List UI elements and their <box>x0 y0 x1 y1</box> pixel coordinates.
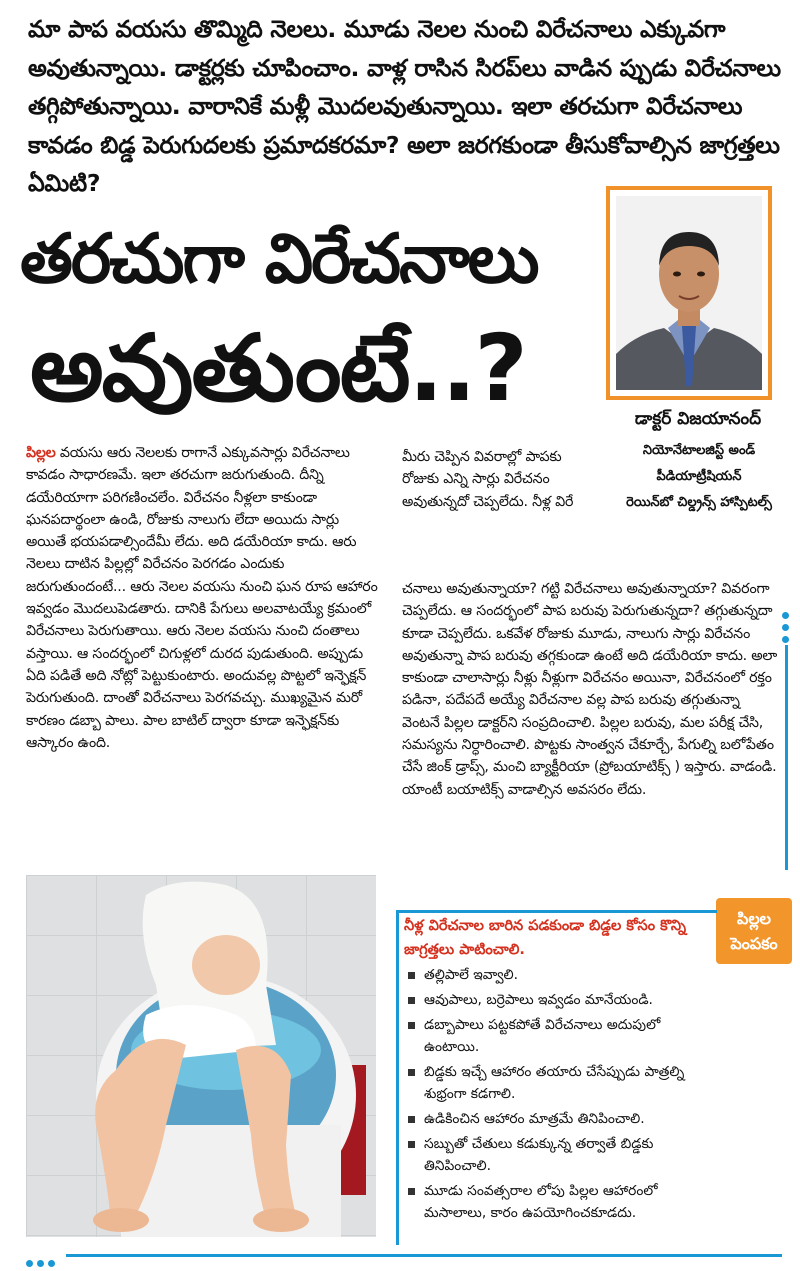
doctor-title-line-2: పీడియాట్రీషియన్‌ <box>656 469 742 484</box>
reader-question: మా పాప వయసు తొమ్మిది నెలలు. మూడు నెలల నుంచి విరేచనాలు ఎక్కువగా అవుతున్నాయి. డాక్టర్లకు చూపించాం. వాళ్ల రాసిన సిరప్‌లు వాడిన ప్పుడు విరేచనాలు తగ్గిపోతున్నాయి. వారానికే మళ్లీ మొదలవుతున్నాయి. ఇలా తరచుగా విరేచనాలు కావడం బిడ్డ పెరుగుదలకు ప్రమాదకరమా? అలా జరగకుండా తీసుకోవాల్సిన జాగ్రత్తలు ఏమిటి? <box>28 15 781 197</box>
tips-list <box>408 964 718 1227</box>
section-tag-line-1: పిల్లల <box>736 909 772 928</box>
section-tag <box>716 898 792 964</box>
doctor-designation <box>594 438 800 516</box>
section-tag-line-2: పెంపకం <box>730 934 778 953</box>
doctor-portrait <box>616 196 762 390</box>
child-on-potty-photo <box>26 875 376 1237</box>
tip-item: బిడ్డకు ఇచ్చే ఆహారం తయారు చేసేప్పుడు పాత్రల్ని శుభ్రంగా కడగాలి. <box>408 1061 718 1105</box>
headline-line-2: అవుతుంటే..? <box>30 315 526 422</box>
doctor-title-line-1: నియోనేటాలజిస్ట్‌ అండ్‌ <box>642 443 756 458</box>
doctor-title-line-3: రెయిన్‌బో చిల్డ్రన్స్‌ హాస్పిటల్స్‌ <box>626 495 772 510</box>
doctor-photo-frame <box>606 186 772 400</box>
tip-item: డబ్బాపాలు పట్టకపోతే విరేచనాలు అదుపులో ఉంటాయి. <box>408 1014 718 1058</box>
tip-item: ఆవుపాలు, బర్రెపాలు ఇవ్వడం మానేయండి. <box>408 989 718 1011</box>
tip-item: ఉడికించిన ఆహారం మాత్రమే తినిపించాలి. <box>408 1108 718 1130</box>
headline <box>20 210 600 428</box>
answer-column-1-text: వయసు ఆరు నెలలకు రాగానే ఎక్కువసార్లు విరేచనాలు కావడం సాధారణమే. ఇలా తరచుగా జరుగుతుంది. దీన్ని డయేరియాగా పరిగణించలేం. విరేచనం నీళ్లలా కాకుండా ఘనపదార్థంలా ఉండి, రోజుకు నాలుగు లేదా అయిదు సార్లు అయితే భయపడాల్సిందేమీ లేదు. అది డయేరియా కాదు. ఆరు నెలలు దాటిన పిల్లల్లో విరేచనం పెరగడం ఎందుకు జరుగుతుందంటే... ఆరు నెలల వయసు నుంచి ఘన రూప ఆహారం ఇవ్వడం మొదలుపెడతారు. దానికి పేగులు అలవాటయ్యే క్రమంలో విరేచనాలు పెరుగుతాయి. ఆరు నెలల వయసు నుంచి దంతాలు వస్తాయి. ఆ సందర్భంలో చిగుళ్లలో దురద పుడుతుంది. అప్పుడు ఏది పడితే అది నోట్లో పెట్టుకుంటారు. అందువల్ల పొట్టలో ఇన్ఫెక్షన్‌ పెరుగుతుంది. దాంతో విరేచనాలు పెరగవచ్చు. ముఖ్యమైన మరో కారణం డబ్బా పాలు. పాల బాటిల్‌ ద్వారా కూడా ఇన్ఫెక్షన్‌కు ఆస్కారం ఉంది. <box>26 445 378 751</box>
answer-column-2: చనాలు అవుతున్నాయా? గట్టి విరేచనాలు అవుతున్నాయా? వివరంగా చెప్పలేదు. ఆ సందర్భంలో పాప బరువు పెరుగుతున్నదా? తగ్గుతున్నదా కూడా చెప్పలేదు. ఒకవేళ రోజుకు మూడు, నాలుగు సార్లు విరేచనం అవుతున్నా పాప బరువు తగ్గకుండా ఉంటే అది డయేరియా కాదు. అలా కాకుండా చాలాసార్లు నీళ్లు నీళ్లుగా విరేచనం అయినా, విరేచనంలో రక్తం పడినా, పదేపదే అయ్యే విరేచనాల వల్ల పాప బరువు తగ్గుతున్నా వెంటనే పిల్లల డాక్టర్‌ని సంప్రదించాలి. పిల్లల బరువు, మల పరీక్ష చేసి, సమస్యను నిర్ధారించాలి. పొట్టకు సాంత్వన చేకూర్చే, పేగుల్ని బలోపేతం చేసే జింక్‌ డ్రాప్స్‌, మంచి బ్యాక్టీరియా (ప్రోబయాటిక్స్‌ ) ఇస్తారు. వాడండి. యాంటీ బయాటిక్స్‌ వాడాల్సిన అవసరం లేదు. <box>402 581 778 798</box>
horizontal-dots-ornament <box>26 1252 59 1271</box>
tip-item: మూడు సంవత్సరాల లోపు పిల్లల ఆహారంలో మసాలాలు, కారం ఉపయోగించకూడదు. <box>408 1180 718 1224</box>
tips-heading: నీళ్ల విరేచనాల బారిన పడకుండా బిడ్డల కోసం కొన్ని జాగ్రత్తలు పాటించాలి. <box>404 918 687 958</box>
tip-item: సబ్బుతో చేతులు కడుక్కున్న తర్వాతే బిడ్డకు తినిపించాలి. <box>408 1133 718 1177</box>
answer-column-1 <box>26 442 382 754</box>
vertical-rule <box>785 645 788 870</box>
lead-word: పిల్లల <box>26 445 56 461</box>
answer-column-2-top: మీరు చెప్పిన వివరాల్లో పాపకు రోజుకు ఎన్ని సార్లు విరేచనం అవుతున్నదో చెప్పలేదు. నీళ్ల విరే <box>402 449 574 510</box>
bottom-rule <box>66 1254 782 1257</box>
tip-item: తల్లిపాలే ఇవ్వాలి. <box>408 964 718 986</box>
doctor-name: డాక్టర్‌ విజయానంద్‌ <box>634 409 762 429</box>
headline-line-1: తరచుగా విరేచనాలు <box>20 220 538 299</box>
vertical-dots-ornament <box>782 612 789 648</box>
